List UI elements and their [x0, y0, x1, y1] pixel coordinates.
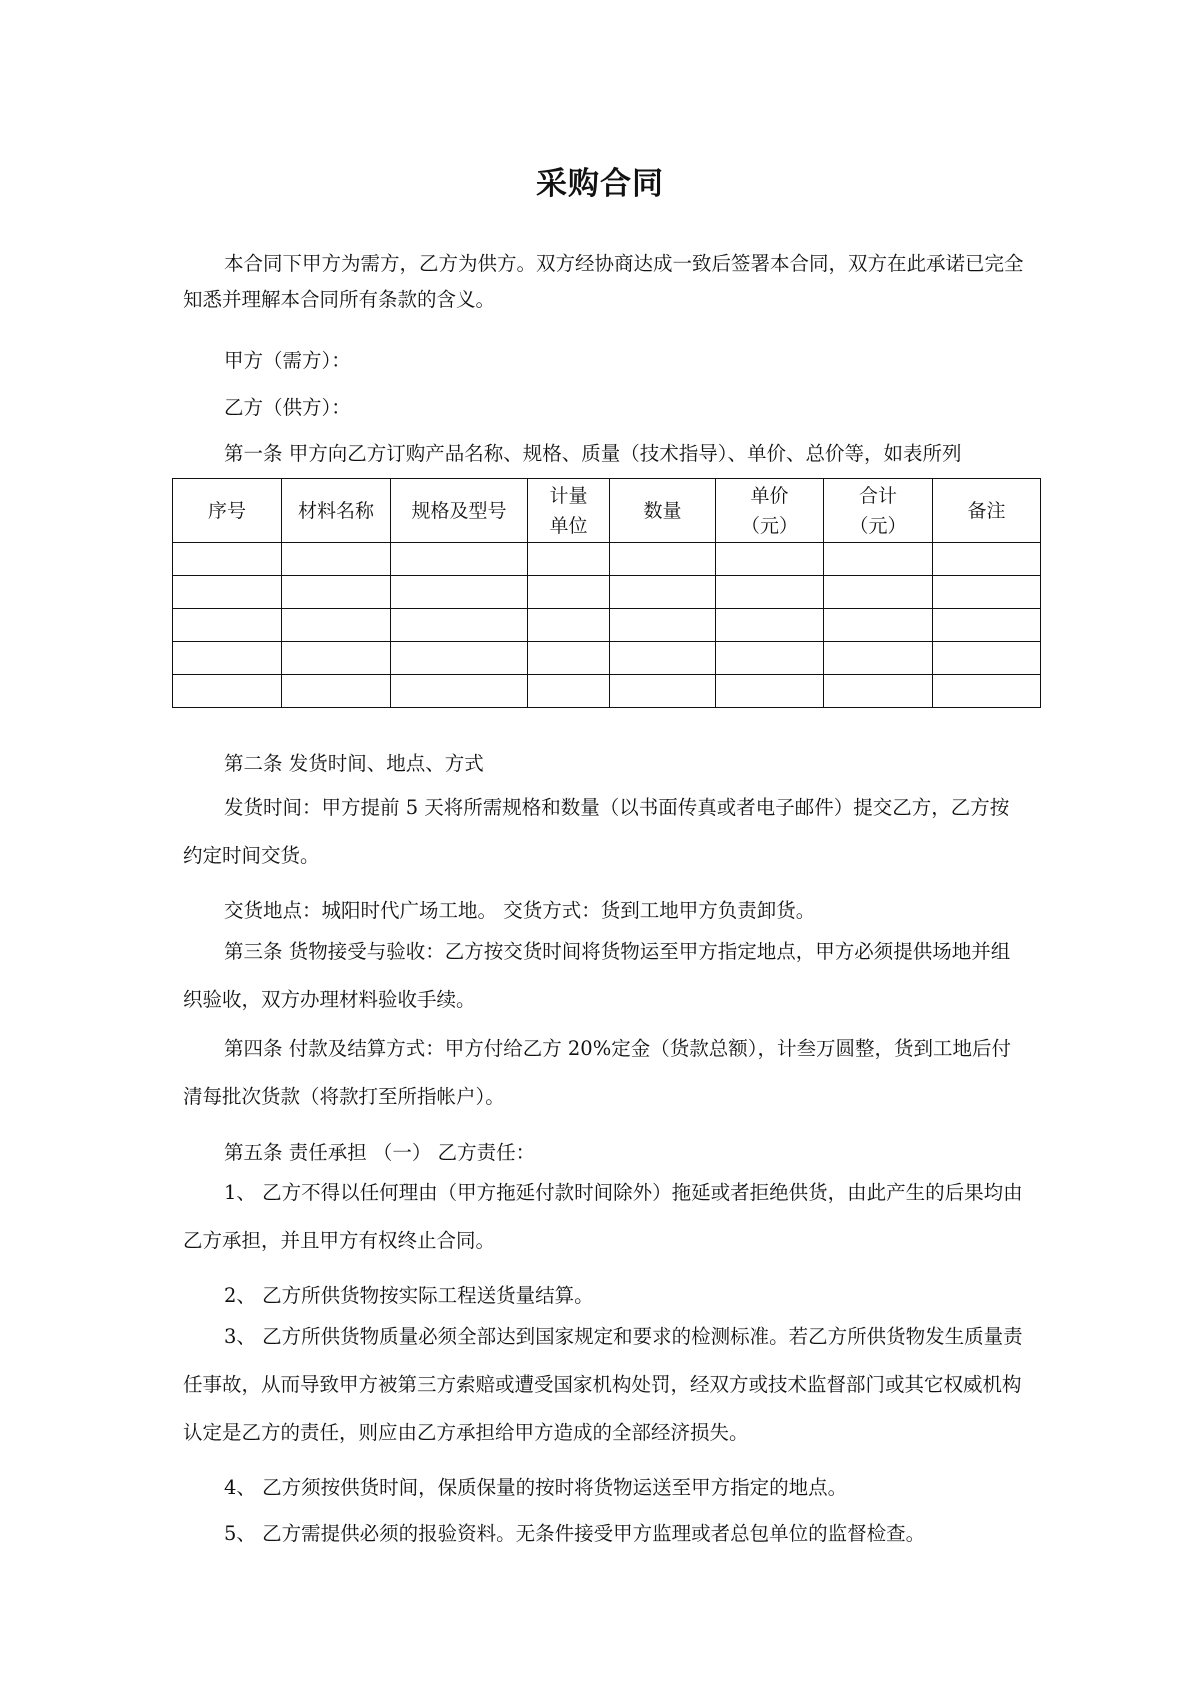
party-b-line: 乙方（供方）： — [224, 396, 351, 419]
table-cell — [716, 675, 824, 708]
delivery-place-paragraph: 交货地点：城阳时代广场工地。 交货方式：货到工地甲方负责卸货。 — [224, 899, 816, 922]
table-cell — [282, 675, 391, 708]
responsibility-item-1: 1、 乙方不得以任何理由（甲方拖延付款时间除外）拖延或者拒绝供货，由此产生的后果均由乙方承担，并且甲方有权终止合同。 — [183, 1181, 1023, 1252]
table-cell — [933, 543, 1041, 576]
header-cell-unit: 计量 单位 — [528, 479, 610, 543]
header-cell-spec: 规格及型号 — [391, 479, 528, 543]
responsibility-item-4: 4、 乙方须按供货时间，保质保量的按时将货物运送至甲方指定的地点。 — [224, 1476, 848, 1499]
article-3-paragraph: 第三条 货物接受与验收：乙方按交货时间将货物运至甲方指定地点，甲方必须提供场地并组织验收，双方办理材料验收手续。 — [183, 940, 1011, 1011]
table-cell — [824, 642, 933, 675]
table-cell — [716, 576, 824, 609]
table-cell — [824, 576, 933, 609]
party-a-line: 甲方（需方）： — [224, 349, 351, 372]
table-cell — [282, 543, 391, 576]
table-cell — [610, 576, 716, 609]
table-cell — [528, 576, 610, 609]
table-cell — [528, 642, 610, 675]
article-1-heading: 第一条 甲方向乙方订购产品名称、规格、质量（技术指导）、单价、总价等，如表所列 — [224, 442, 962, 465]
table-cell — [610, 609, 716, 642]
table-cell — [282, 576, 391, 609]
table-cell — [716, 543, 824, 576]
table-cell — [173, 675, 282, 708]
table-cell — [933, 642, 1041, 675]
table-cell — [282, 609, 391, 642]
table-cell — [933, 576, 1041, 609]
table-cell — [528, 543, 610, 576]
delivery-time-paragraph: 发货时间：甲方提前 5 天将所需规格和数量（以书面传真或者电子邮件）提交乙方，乙方按约定时间交货。 — [183, 796, 1010, 867]
table-cell — [528, 609, 610, 642]
table-cell — [173, 642, 282, 675]
table-cell — [391, 609, 528, 642]
table-cell — [282, 642, 391, 675]
table-cell — [824, 675, 933, 708]
table-row — [173, 576, 1041, 609]
table-row — [173, 609, 1041, 642]
table-cell — [610, 543, 716, 576]
table-cell — [173, 576, 282, 609]
article-4-paragraph: 第四条 付款及结算方式：甲方付给乙方 20%定金（货款总额），计叁万圆整，货到工地后付清每批次货款（将款打至所指帐户）。 — [183, 1037, 1011, 1108]
article-5-heading: 第五条 责任承担 （一） 乙方责任： — [224, 1141, 536, 1164]
table-cell — [391, 576, 528, 609]
table-cell — [610, 642, 716, 675]
table-cell — [391, 675, 528, 708]
header-cell-total: 合计 （元） — [824, 479, 933, 543]
table-cell — [716, 642, 824, 675]
table-cell — [391, 543, 528, 576]
table-cell — [933, 675, 1041, 708]
header-cell-index: 序号 — [173, 479, 282, 543]
document-title: 采购合同 — [536, 166, 664, 202]
table-cell — [824, 609, 933, 642]
table-row — [173, 642, 1041, 675]
table-cell — [173, 609, 282, 642]
table-cell — [610, 675, 716, 708]
table-cell — [824, 543, 933, 576]
table-cell — [716, 609, 824, 642]
header-cell-material: 材料名称 — [282, 479, 391, 543]
intro-paragraph: 本合同下甲方为需方，乙方为供方。双方经协商达成一致后签署本合同，双方在此承诺已完全知悉并理解本合同所有条款的含义。 — [183, 252, 1024, 311]
responsibility-item-3: 3、 乙方所供货物质量必须全部达到国家规定和要求的检测标准。若乙方所供货物发生质量责任事故，从而导致甲方被第三方索赔或遭受国家机构处罚，经双方或技术监督部门或其它权威机构认定是乙方的责任，则应由乙方承担给甲方造成的全部经济损失。 — [183, 1325, 1023, 1444]
header-cell-quantity: 数量 — [610, 479, 716, 543]
table-cell — [528, 675, 610, 708]
header-cell-unit-price: 单价 （元） — [716, 479, 824, 543]
table-row — [173, 675, 1041, 708]
article-2-heading: 第二条 发货时间、地点、方式 — [224, 752, 484, 775]
table-header-row — [173, 479, 1041, 543]
table-cell — [933, 609, 1041, 642]
responsibility-item-5: 5、 乙方需提供必须的报验资料。无条件接受甲方监理或者总包单位的监督检查。 — [224, 1522, 926, 1545]
product-spec-table — [172, 478, 1041, 708]
table-row — [173, 543, 1041, 576]
header-cell-remarks: 备注 — [933, 479, 1041, 543]
table-cell — [173, 543, 282, 576]
table-body — [173, 543, 1041, 708]
responsibility-item-2: 2、 乙方所供货物按实际工程送货量结算。 — [224, 1284, 594, 1307]
table-cell — [391, 642, 528, 675]
table-header — [173, 479, 1041, 543]
